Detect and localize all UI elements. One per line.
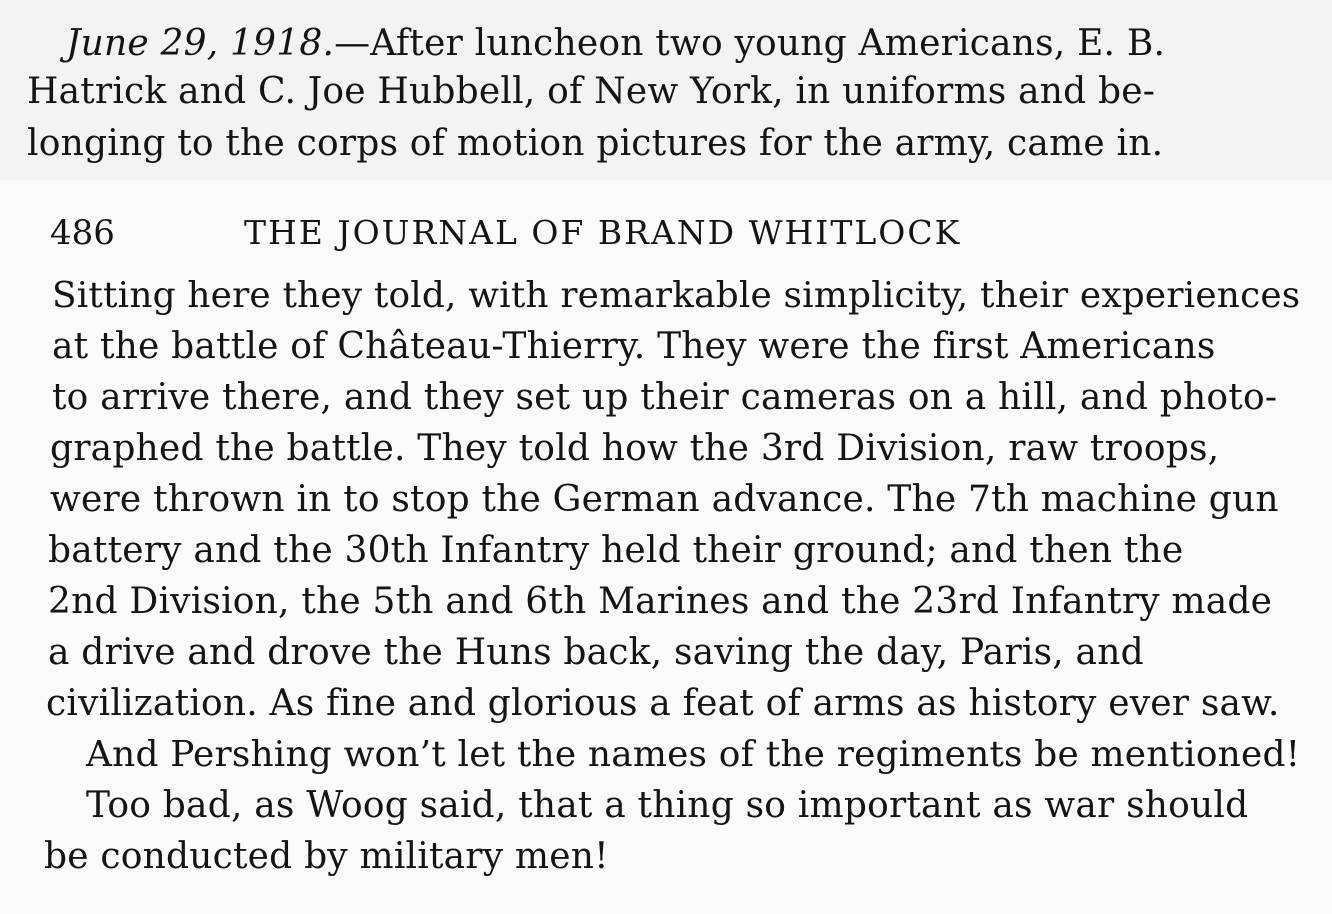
body-line-7: 2nd Division, the 5th and 6th Marines and the 23rd Infantry made xyxy=(48,581,1273,622)
body-line-10: And Pershing won’t let the names of the regiments be mentioned! xyxy=(86,734,1301,775)
running-title: THE JOURNAL OF BRAND WHITLOCK xyxy=(244,213,962,252)
body-line-4: graphed the battle. They told how the 3rd Division, raw troops, xyxy=(50,428,1220,469)
body-line-1: Sitting here they told, with remarkable simplicity, their experiences xyxy=(52,275,1301,316)
excerpt-line-1 xyxy=(66,22,1165,66)
excerpt-line-3: longing to the corps of motion pictures for the army, came in. xyxy=(27,123,1164,164)
body-line-11: Too bad, as Woog said, that a thing so important as war should xyxy=(86,785,1249,826)
body-line-6: battery and the 30th Infantry held their ground; and then the xyxy=(48,530,1184,571)
body-line-8: a drive and drove the Huns back, saving the day, Paris, and xyxy=(48,632,1144,673)
page-header xyxy=(0,208,1332,258)
page-number: 486 xyxy=(50,213,115,253)
body-line-12: be conducted by military men! xyxy=(44,836,609,877)
excerpt-line-1-text: —After luncheon two young Americans, E. B. xyxy=(334,23,1166,64)
excerpt-date: June 29, 1918. xyxy=(66,23,335,64)
body-line-3: to arrive there, and they set up their cameras on a hill, and photo- xyxy=(52,377,1278,418)
excerpt-line-2: Hatrick and C. Joe Hubbell, of New York, in uniforms and be- xyxy=(27,71,1156,112)
body-line-2: at the battle of Château-Thierry. They were the first Americans xyxy=(52,326,1216,367)
body-line-9: civilization. As fine and glorious a feat of arms as history ever saw. xyxy=(46,683,1280,724)
body-line-5: were thrown in to stop the German advance. The 7th machine gun xyxy=(50,479,1279,520)
